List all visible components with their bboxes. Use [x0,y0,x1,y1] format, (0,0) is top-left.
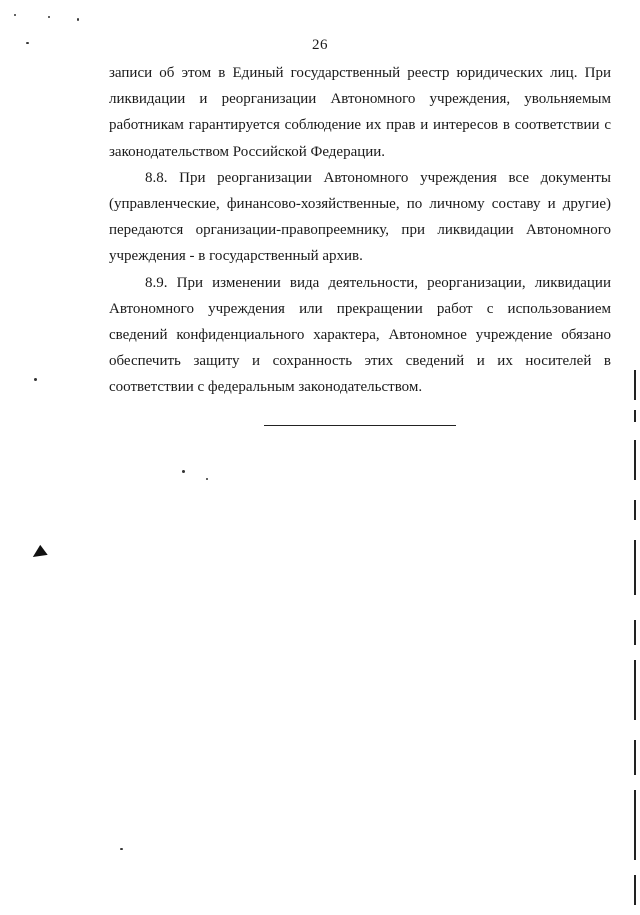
end-separator-line [264,425,456,426]
scan-speck [34,378,37,381]
text-line: работникам гарантируется соблюдение их прав и интересов в соответствии с [109,117,611,134]
text-line: (управленческие, финансово-хозяйственные, по личному составу и другие) [109,196,611,213]
text-line: соответствии с федеральным законодательством. [109,379,423,396]
text-line: ликвидации и реорганизации Автономного учреждения, увольняемым [109,91,611,108]
text-line: обеспечить защиту и сохранность этих сведений и их носителей в [109,353,611,370]
text-line: учреждения - в государственный архив. [109,248,363,265]
scan-speck [26,42,29,44]
scan-speck [48,16,50,18]
scan-speck [120,848,123,850]
text-line: записи об этом в Единый государственный реестр юридических лиц. При [109,65,611,81]
text-line: 8.8. При реорганизации Автономного учреждения все документы [145,169,611,186]
scan-speck [206,478,208,480]
paragraph-8-8 [109,165,611,270]
scan-edge-noise [634,330,638,915]
page-number: 26 [312,37,328,53]
text-line: передаются организации-правопреемнику, при ликвидации Автономного [109,222,611,239]
scan-speck [77,18,79,21]
paragraph-8-9 [109,270,611,401]
document-body [109,60,611,401]
scan-speck [14,14,16,16]
text-line: 8.9. При изменении вида деятельности, реорганизации, ликвидации [145,274,611,291]
scan-mark [31,544,47,557]
paragraph-continuation [109,60,611,165]
scan-speck [182,470,185,473]
text-line: Автономного учреждения или прекращении работ с использованием [109,300,611,317]
text-line: сведений конфиденциального характера, Автономное учреждение обязано [109,327,611,344]
text-line: законодательством Российской Федерации. [109,143,386,160]
